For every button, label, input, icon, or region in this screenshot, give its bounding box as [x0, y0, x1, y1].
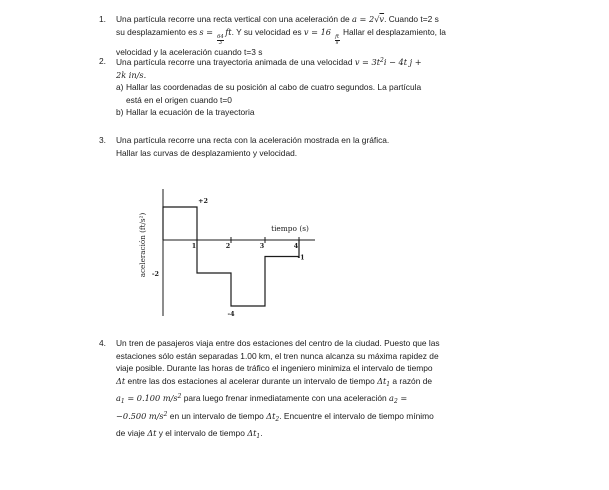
x-tick-label-2: 2: [225, 242, 231, 250]
sqrt-symbol: √: [374, 14, 380, 24]
problem-3-line-2: Hallar las curvas de desplazamiento y velocidad.: [116, 147, 298, 158]
acceleration-series-line: [163, 207, 299, 306]
problem-4-number: 4.: [99, 338, 106, 348]
level-label-plus-2: +2: [198, 197, 208, 205]
problem-2: [99, 55, 536, 119]
x-axis-label: tiempo (s): [271, 224, 309, 233]
problem-2-part-a: a) Hallar las coordenadas de su posición al cabo de cuatro segundos. La partícula está en el origen cuando t=0: [116, 82, 422, 105]
problem-4-line-7: de viaje Δt y el intervalo de tiempo $\Delta t_1$.: [116, 427, 263, 440]
problem-1: [99, 13, 536, 59]
x-tick-label-3: 3: [259, 242, 265, 250]
problem-3-number: 3.: [99, 135, 106, 145]
problem-1-line-1: Una partícula recorre una recta vertical con una aceleración de a = 2√v. Cuando t=2 s: [116, 14, 439, 24]
acceleration-chart: [137, 183, 317, 320]
problem-4-line-5: $a_1 = 0.100$ $m/s^2$ para luego frenar inmediatamente con una aceleración $a_2$ =: [116, 393, 408, 406]
level-label-minus-4: -4: [227, 310, 235, 318]
problem-4-line-1: Un tren de pasajeros viaja entre dos estaciones del centro de la ciudad. Puesto que las: [116, 338, 440, 348]
tick-labels: [152, 197, 305, 318]
problem-4-line-6: −0.500 $m/s^2$ en un intervalo de tiempo $\Delta t_2$. Encuentre el intervalo de tiempo mínimo: [116, 410, 434, 423]
y-axis-label: aceleración (ft/s²): [138, 212, 147, 278]
fraction-64-3: $\frac{64}{3}$: [217, 33, 224, 46]
problem-4-line-4: Δt entre las dos estaciones al acelerar durante un intervalo de tiempo $\Delta t_1$ a razón de: [116, 375, 433, 388]
fraction-ft-s: $\frac{ft}{s}$: [335, 33, 340, 46]
problem-1-number: 1.: [99, 14, 106, 24]
problem-3-line-1: Una partícula recorre una recta con la aceleración mostrada en la gráfica.: [116, 135, 390, 145]
problem-3: [99, 134, 536, 159]
problem-2-line-1: Una partícula recorre una trayectoria animada de una velocidad $v = 3t^2i - 4t$ j +: [116, 57, 422, 67]
level-label-minus-1: -1: [297, 253, 305, 262]
level-label-minus-2: -2: [151, 270, 159, 278]
x-tick-label-1: 1: [191, 242, 197, 250]
problem-2-line-2: 2k in/s.: [116, 69, 147, 80]
problem-4-line-3: viaje posible. Durante las horas de tráfico el ingeniero minimiza el intervalo de tiempo: [116, 363, 433, 374]
problem-1-line-2: su desplazamiento es s = $\frac{64}{3}$ ft. Y su velocidad es v = 16 $\frac{ft}{s}$ Hallar el desplazamiento, la: [116, 26, 446, 46]
x-tick-label-4: 4: [293, 242, 299, 250]
problem-4-line-2: estaciones sólo están separadas 1.00 km, el tren nunca alcanza su máxima rapidez de: [116, 350, 439, 361]
problem-2-part-b: b) Hallar la ecuación de la trayectoria: [116, 107, 255, 118]
problem-2-number: 2.: [99, 56, 106, 66]
problem-1-line-3: velocidad y la aceleración cuando t=3 s: [116, 47, 263, 58]
problem-4: [99, 337, 536, 443]
